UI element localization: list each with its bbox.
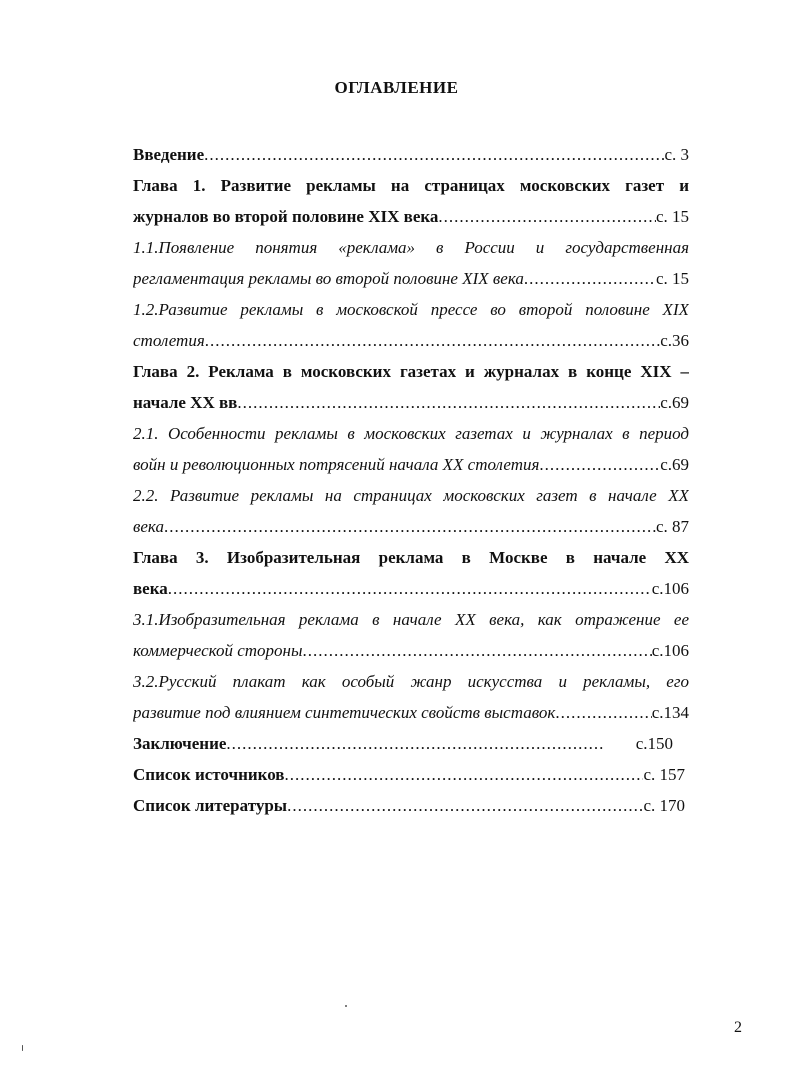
toc-entry-intro <box>133 139 689 170</box>
toc-page-ref: с. 157 <box>643 765 685 784</box>
toc-page-ref: с. 87 <box>655 517 689 536</box>
leader-dots <box>524 263 656 294</box>
toc-entry-section-1-2-line-2 <box>133 325 689 356</box>
leader-dots <box>205 325 660 356</box>
toc-page-ref: с.36 <box>660 331 689 350</box>
page-title: ОГЛАВЛЕНИЕ <box>334 78 459 97</box>
leader-dots <box>438 201 656 232</box>
toc-page-ref: с.69 <box>660 393 689 412</box>
toc-page-ref: с. 15 <box>655 207 689 226</box>
toc-entry-title: начале XX вв <box>133 393 238 412</box>
toc-entry-title: Список литературы <box>133 796 288 815</box>
toc-entry-section-2-2-line-1: 2.2. Развитие рекламы на страницах московских газет в начале XX <box>133 486 689 505</box>
leader-dots <box>168 573 652 604</box>
toc-page-ref: с.106 <box>651 579 689 598</box>
toc-entry-chapter-2-line-2 <box>133 387 689 418</box>
toc-entry-section-1-2-line-1: 1.2.Развитие рекламы в московской прессе во второй половине XIX <box>133 300 689 319</box>
toc-entry-section-1-1-line-2 <box>133 263 689 294</box>
leader-dots <box>302 635 651 666</box>
toc-entry-section-3-2-line-2 <box>133 697 689 728</box>
toc-page-ref: с. 15 <box>655 269 689 288</box>
toc-entry-section-3-2-line-1: 3.2.Русский плакат как особый жанр искусства и рекламы, его <box>133 672 689 691</box>
leader-dots <box>555 697 651 728</box>
scan-speck <box>22 1045 23 1051</box>
toc-entry-title: регламентация рекламы во второй половине XIX века <box>133 269 524 288</box>
leader-dots <box>287 790 643 821</box>
toc-entry-section-2-1-line-1: 2.1. Особенности рекламы в московских газетах и журналах в период <box>133 424 689 443</box>
toc-page-ref: с. 170 <box>643 796 685 815</box>
toc-entry-section-3-1-line-2 <box>133 635 689 666</box>
leader-dots <box>164 511 656 542</box>
toc-entry-section-2-1-line-2 <box>133 449 689 480</box>
toc-page-ref: с.106 <box>651 641 689 660</box>
toc-entry-chapter-1-line-2 <box>133 201 689 232</box>
toc-entry-title: века <box>133 517 164 536</box>
toc-entry-title: коммерческой стороны <box>133 641 303 660</box>
toc-entry-title: Введение <box>133 145 205 164</box>
toc-entry-title: развитие под влиянием синтетических свойств выставок <box>133 703 556 722</box>
toc-page-ref: с. 3 <box>664 145 689 164</box>
toc-entry-literature <box>133 790 689 821</box>
toc-entry-title: века <box>133 579 168 598</box>
toc-entry-title: войн и революционных потрясений начала XX столетия <box>133 455 540 474</box>
toc-page-ref: с.134 <box>651 703 689 722</box>
leader-dots <box>237 387 660 418</box>
toc-entry-chapter-3-line-2 <box>133 573 689 604</box>
toc-entry-chapter-3-line-1: Глава 3. Изобразительная реклама в Москве в начале XX <box>133 548 689 567</box>
toc-entry-chapter-1-line-1: Глава 1. Развитие рекламы на страницах московских газет и <box>133 176 689 195</box>
toc-entry-title: столетия <box>133 331 205 350</box>
leader-dots <box>204 139 664 170</box>
leader-dots <box>539 449 660 480</box>
page-number: 2 <box>734 1019 742 1036</box>
leader-dots <box>226 728 603 759</box>
table-of-contents <box>133 139 689 821</box>
toc-entry-title: Заключение <box>133 734 227 753</box>
scan-speck <box>345 1005 347 1007</box>
toc-entry-section-3-1-line-1: 3.1.Изобразительная реклама в начале XX века, как отражение ее <box>133 610 689 629</box>
toc-page-ref: с.69 <box>660 455 689 474</box>
toc-entry-title: журналов во второй половине XIX века <box>133 207 439 226</box>
toc-entry-section-2-2-line-2 <box>133 511 689 542</box>
toc-entry-conclusion <box>133 728 689 759</box>
toc-entry-chapter-2-line-1: Глава 2. Реклама в московских газетах и журналах в конце XIX – <box>133 362 689 381</box>
toc-page-ref: с.150 <box>635 734 673 753</box>
toc-entry-section-1-1-line-1: 1.1.Появление понятия «реклама» в России и государственная <box>133 238 689 257</box>
toc-entry-title: Список источников <box>133 765 285 784</box>
leader-dots <box>285 759 644 790</box>
toc-entry-sources <box>133 759 689 790</box>
